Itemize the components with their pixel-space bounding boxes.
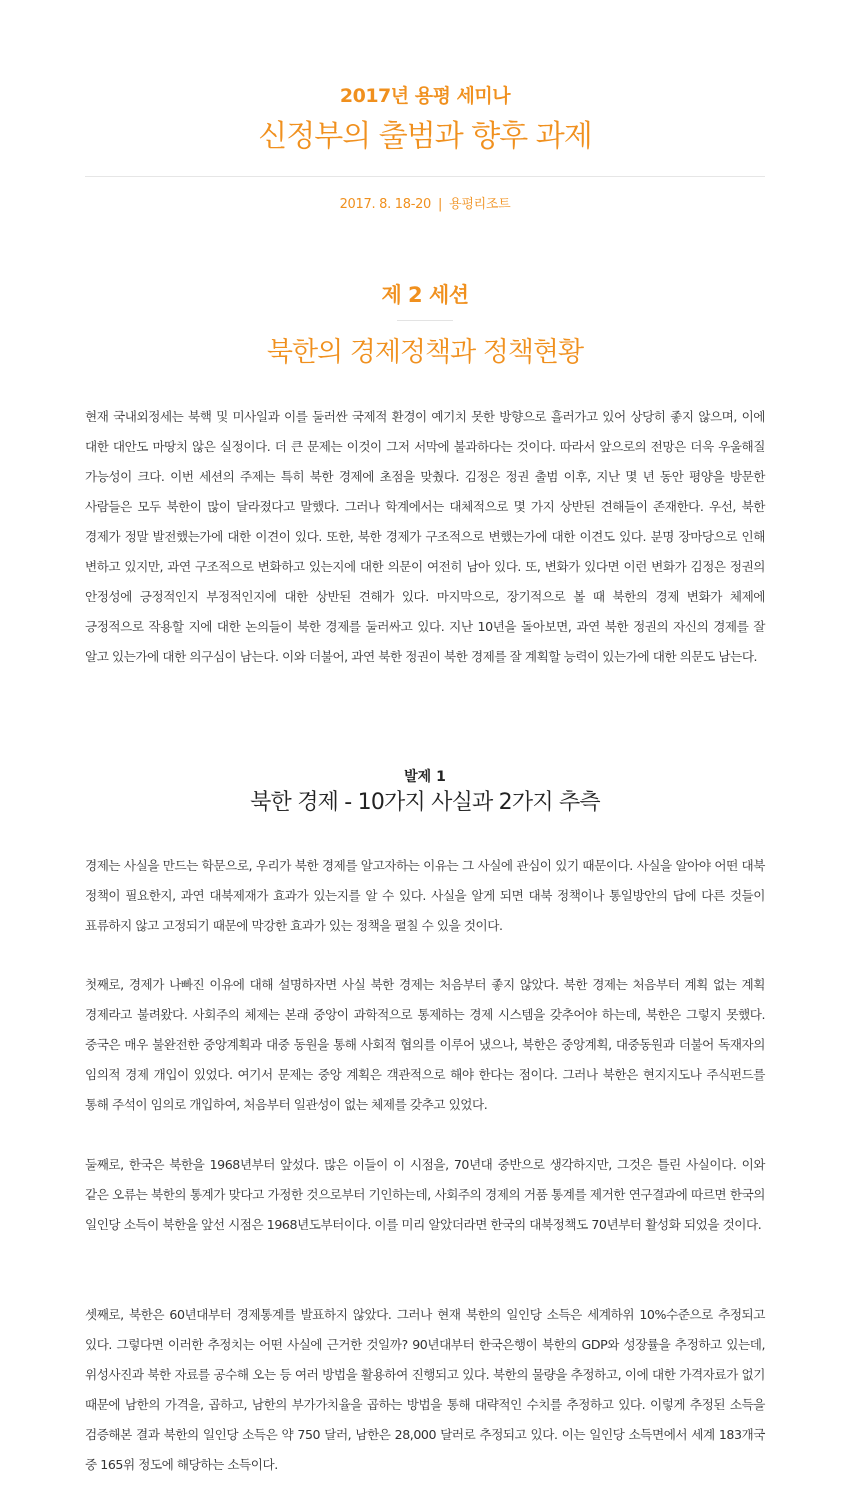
header-divider <box>85 176 765 177</box>
meta-separator: | <box>438 197 443 212</box>
presentation-paragraph: 둘째로, 한국은 북한을 1968년부터 앞섰다. 많은 이들이 이 시점을, 70년대 중반으로 생각하지만, 그것은 틀린 사실이다. 이와 같은 오류는 북한의 통계가 맞다고 가정한 것으로부터 기인하는데, 사회주의 경제의 거품 통계를 제거한 연구결과에 따르면 한국의 일인당 소득이 북한을 앞선 시점은 1968년도부터이다. 이를 미리 알았더라면 한국의 대북정책도 70년부터 활성화 되었을 것이다. <box>85 1157 765 1232</box>
presentation-label: 발제 1 <box>404 769 446 785</box>
seminar-date: 2017. 8. 18-20 <box>339 197 432 212</box>
presentation-paragraph: 셋째로, 북한은 60년대부터 경제통계를 발표하지 않았다. 그러나 현재 북한의 일인당 소득은 세계하위 10%수준으로 추정되고 있다. 그렇다면 이러한 추정치는 어떤 사실에 근거한 것일까? 90년대부터 한국은행이 북한의 GDP와 성장률을 추정하고 있는데, 위성사진과 북한 자료를 공수해 오는 등 여러 방법을 활용하여 진행되고 있다. 북한의 물량을 추정하고, 이에 대한 가격자료가 없기 때문에 남한의 가격을, 곱하고, 남한의 부가가치율을 곱하는 방법을 통해 대략적인 수치를 추정하고 있다. 이렇게 추정된 소득을 검증해본 결과 북한의 일인당 소득은 약 750 달러, 남한은 28,000 달러로 추정되고 있다. 이는 일인당 소득면에서 세계 183개국 중 165위 정도에 해당하는 소득이다. <box>85 1307 765 1472</box>
seminar-meta <box>85 196 765 214</box>
session-title: 북한의 경제정책과 정책현황 <box>266 337 584 368</box>
presentation-title: 북한 경제 - 10가지 사실과 2가지 추측 <box>250 790 600 815</box>
session-intro-paragraph: 현재 국내외정세는 북핵 및 미사일과 이를 둘러싼 국제적 환경이 예기치 못한 방향으로 흘러가고 있어 상당히 좋지 않으며, 이에 대한 대안도 마땅치 않은 실정이다. 더 큰 문제는 이것이 그저 서막에 불과하다는 것이다. 따라서 앞으로의 전망은 더욱 우울해질 가능성이 크다. 이번 세션의 주제는 특히 북한 경제에 초점을 맞췄다. 김정은 정권 출범 이후, 지난 몇 년 동안 평양을 방문한 사람들은 모두 북한이 많이 달라졌다고 말했다. 그러나 학계에서는 대체적으로 몇 가지 상반된 견해들이 존재한다. 우선, 북한 경제가 정말 발전했는가에 대한 이견이 있다. 또한, 북한 경제가 구조적으로 변했는가에 대한 이견도 있다. 분명 장마당으로 인해 변하고 있지만, 과연 구조적으로 변화하고 있는지에 대한 의문이 여전히 남아 있다. 또, 변화가 있다면 이런 변화가 김정은 정권의 안정성에 긍정적인지 부정적인지에 대한 상반된 견해가 있다. 마지막으로, 장기적으로 볼 때 북한의 경제 변화가 체제에 긍정적으로 작용할 지에 대한 논의들이 북한 경제를 둘러싸고 있다. 지난 10년을 돌아보면, 과연 북한 정권의 자신의 경제를 잘 알고 있는가에 대한 의구심이 남는다. 이와 더불어, 과연 북한 정권이 북한 경제를 잘 계획할 능력이 있는가에 대한 의문도 남는다. <box>85 409 765 664</box>
session-divider <box>397 320 453 321</box>
session-label: 제 2 세션 <box>381 283 469 307</box>
presentation-paragraph: 첫째로, 경제가 나빠진 이유에 대해 설명하자면 사실 북한 경제는 처음부터 좋지 않았다. 북한 경제는 처음부터 계획 없는 계획 경제라고 불려왔다. 사회주의 체제는 본래 중앙이 과학적으로 통제하는 경제 시스템을 갖추어야 하는데, 북한은 그렇지 못했다. 중국은 매우 불완전한 중앙계획과 대중 동원을 통해 사회적 협의를 이루어 냈으나, 북한은 중앙계획, 대중동원과 더불어 독재자의 임의적 경제 개입이 있었다. 여기서 문제는 중앙 계획은 객관적으로 해야 한다는 점이다. 그러나 북한은 현지지도나 주식펀드를 통해 주석이 임의로 개입하여, 처음부터 일관성이 없는 체제를 갖추고 있었다. <box>85 977 765 1112</box>
presentation-paragraph: 경제는 사실을 만드는 학문으로, 우리가 북한 경제를 알고자하는 이유는 그 사실에 관심이 있기 때문이다. 사실을 알아야 어떤 대북 정책이 필요한지, 과연 대북제재가 효과가 있는지를 알 수 있다. 사실을 알게 되면 대북 정책이나 통일방안의 답에 다른 것들이 표류하지 않고 고정되기 때문에 막강한 효과가 있는 정책을 펼칠 수 있을 것이다. <box>85 858 765 933</box>
seminar-title: 신정부의 출범과 향후 과제 <box>258 119 592 154</box>
seminar-year-title: 2017년 용평 세미나 <box>339 85 511 107</box>
seminar-venue: 용평리조트 <box>449 197 511 212</box>
